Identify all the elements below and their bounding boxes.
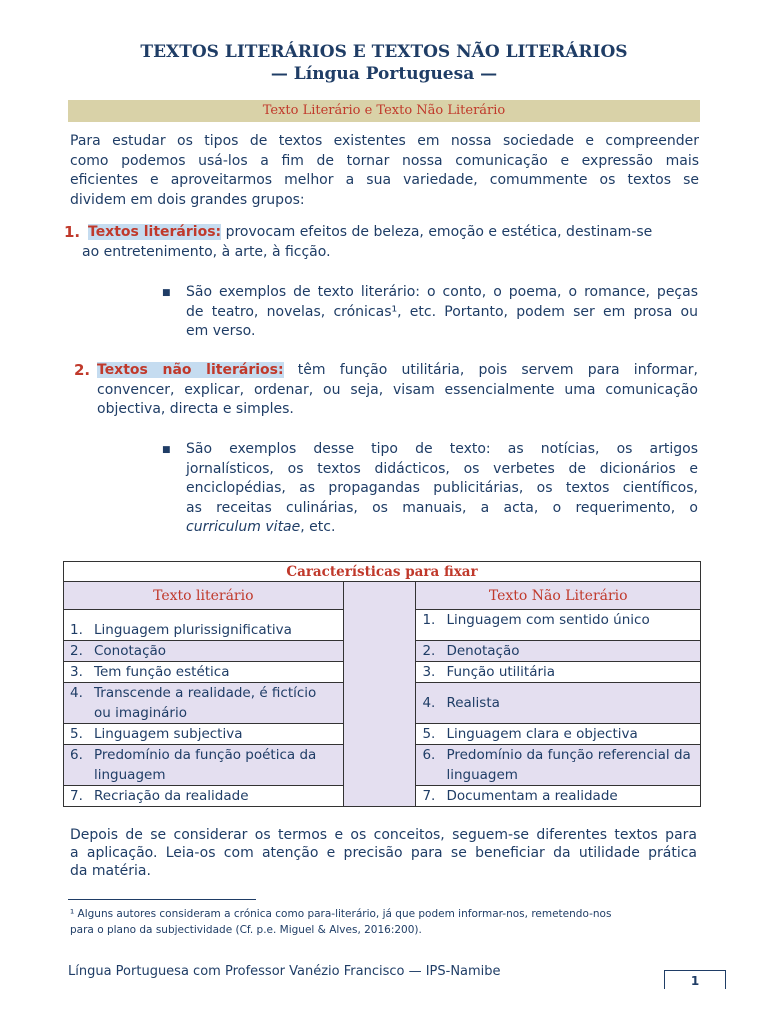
- row-number: 3.: [422, 664, 436, 680]
- non-literary-trait: Realista: [446, 695, 500, 711]
- non-literary-cell: [416, 724, 701, 745]
- non-literary-cell: [416, 610, 701, 641]
- closing-line: Depois de se considerar os termos e os conceitos, seguem-se diferentes textos para: [70, 827, 697, 843]
- section-heading: Texto Literário e Texto Não Literário: [68, 100, 700, 122]
- literary-cell: [64, 610, 344, 641]
- table-title: Características para fixar: [64, 562, 701, 582]
- column-header-non-literary: Texto Não Literário: [416, 582, 701, 610]
- literary-trait: Predomínio da função poética da linguagem: [94, 747, 317, 783]
- non-literary-cell: [416, 641, 701, 662]
- example-line: [186, 518, 698, 538]
- row-number: 4.: [422, 695, 436, 711]
- bullet-icon: ■: [162, 445, 171, 455]
- literary-cell: [64, 641, 344, 662]
- intro-paragraph: [70, 132, 699, 210]
- row-number: 5.: [70, 726, 83, 742]
- item-2-examples: [186, 440, 698, 538]
- item-1-examples: [186, 283, 698, 342]
- document-title: TEXTOS LITERÁRIOS E TEXTOS NÃO LITERÁRIOS: [140, 42, 628, 62]
- non-literary-cell: [416, 662, 701, 683]
- footnote-line: para o plano da subjectividade (Cf. p.e. Miguel & Alves, 2016:200).: [70, 924, 422, 936]
- row-number: 1.: [422, 612, 436, 628]
- row-number: 6.: [70, 747, 83, 763]
- literary-trait: Linguagem subjectiva: [94, 726, 243, 742]
- row-number: 1.: [70, 622, 83, 638]
- item-1-definition: provocam efeitos de beleza, emoção e estética, destinam-se: [221, 224, 653, 240]
- item-2-line: convencer, explicar, ordenar, ou seja, visam essencialmente uma comunicação: [97, 381, 698, 398]
- document-subtitle: — Língua Portuguesa —: [270, 64, 498, 84]
- non-literary-trait: Linguagem clara e objectiva: [446, 726, 638, 742]
- row-number: 7.: [422, 788, 436, 804]
- footnote-separator: [68, 899, 256, 900]
- item-1-term: Textos literários:: [88, 224, 222, 240]
- non-literary-trait: Documentam a realidade: [446, 788, 618, 804]
- intro-line: Para estudar os tipos de textos existentes em nossa sociedade e compreender: [70, 133, 699, 149]
- item-2-paragraph: [97, 361, 698, 420]
- literary-cell: [64, 724, 344, 745]
- example-line: enciclopédias, as propagandas publicitárias, os textos científicos,: [186, 480, 698, 497]
- non-literary-cell: [416, 745, 701, 786]
- row-number: 5.: [422, 726, 436, 742]
- page-number: 1: [664, 970, 726, 989]
- literary-cell: [64, 683, 344, 724]
- non-literary-trait: Predomínio da função referencial da linguagem: [446, 747, 691, 783]
- column-header-literary: Texto literário: [64, 582, 344, 610]
- item-2-line: [97, 361, 698, 381]
- row-number: 2.: [70, 643, 83, 659]
- non-literary-cell: [416, 683, 701, 724]
- closing-line: a aplicação. Leia-os com atenção e precisão para se beneficiar da utilidade prática: [70, 845, 697, 861]
- item-1-line-2: ao entretenimento, à arte, à ficção.: [82, 244, 331, 260]
- intro-line: dividem em dois grandes grupos:: [70, 191, 305, 208]
- row-number: 6.: [422, 747, 436, 763]
- literary-trait: Tem função estética: [94, 664, 230, 680]
- example-line: jornalísticos, os textos didácticos, os verbetes de dicionários e: [186, 460, 698, 477]
- item-2-term: Textos não literários:: [97, 362, 284, 378]
- row-number: 7.: [70, 788, 83, 804]
- literary-trait: Transcende a realidade, é fictício ou imaginário: [94, 685, 317, 721]
- example-line: as receitas culinárias, os manuais, a acta, o requerimento, o: [186, 499, 698, 516]
- literary-trait: Conotação: [94, 643, 167, 659]
- table-spacer-column: [343, 582, 416, 807]
- footnote: [70, 906, 710, 938]
- item-2-definition: têm função utilitária, pois servem para informar,: [283, 362, 698, 378]
- intro-line: eficientes e aproveitarmos melhor a sua variedade, comummente os textos se: [70, 172, 699, 189]
- footnote-line: ¹ Alguns autores consideram a crónica como para-literário, já que podem informar-nos, remetendo-nos: [70, 908, 612, 920]
- literary-cell: [64, 745, 344, 786]
- literary-trait: Linguagem plurissignificativa: [94, 622, 292, 638]
- characteristics-table: [63, 561, 701, 807]
- example-line: São exemplos de texto literário: o conto, o poema, o romance, peças: [186, 284, 698, 300]
- non-literary-trait: Linguagem com sentido único: [446, 612, 650, 628]
- row-number: 3.: [70, 664, 83, 680]
- example-line: em verso.: [186, 323, 256, 340]
- item-2-line: objectiva, directa e simples.: [97, 401, 294, 418]
- row-number: 4.: [70, 685, 83, 701]
- curriculum-vitae: curriculum vitae: [186, 519, 301, 536]
- closing-paragraph: [70, 826, 697, 880]
- literary-trait: Recriação da realidade: [94, 788, 249, 804]
- non-literary-cell: [416, 786, 701, 807]
- example-line: São exemplos desse tipo de texto: as notícias, os artigos: [186, 441, 698, 457]
- non-literary-trait: Função utilitária: [446, 664, 556, 680]
- literary-cell: [64, 786, 344, 807]
- literary-cell: [64, 662, 344, 683]
- non-literary-trait: Denotação: [446, 643, 520, 659]
- page-footer: Língua Portuguesa com Professor Vanézio Francisco — IPS-Namibe: [68, 964, 501, 979]
- example-line: de teatro, novelas, crónicas¹, etc. Portanto, podem ser em prosa ou: [186, 303, 698, 320]
- closing-line: da matéria.: [70, 863, 151, 879]
- example-line-end: , etc.: [300, 519, 336, 536]
- item-2-number: 2.: [74, 361, 91, 379]
- item-1-line: [88, 223, 700, 243]
- item-1-number: 1.: [64, 223, 81, 241]
- row-number: 2.: [422, 643, 436, 659]
- bullet-icon: ■: [162, 288, 171, 298]
- intro-line: como podemos usá-los a fim de tornar nossa comunicação e expressão mais: [70, 152, 699, 169]
